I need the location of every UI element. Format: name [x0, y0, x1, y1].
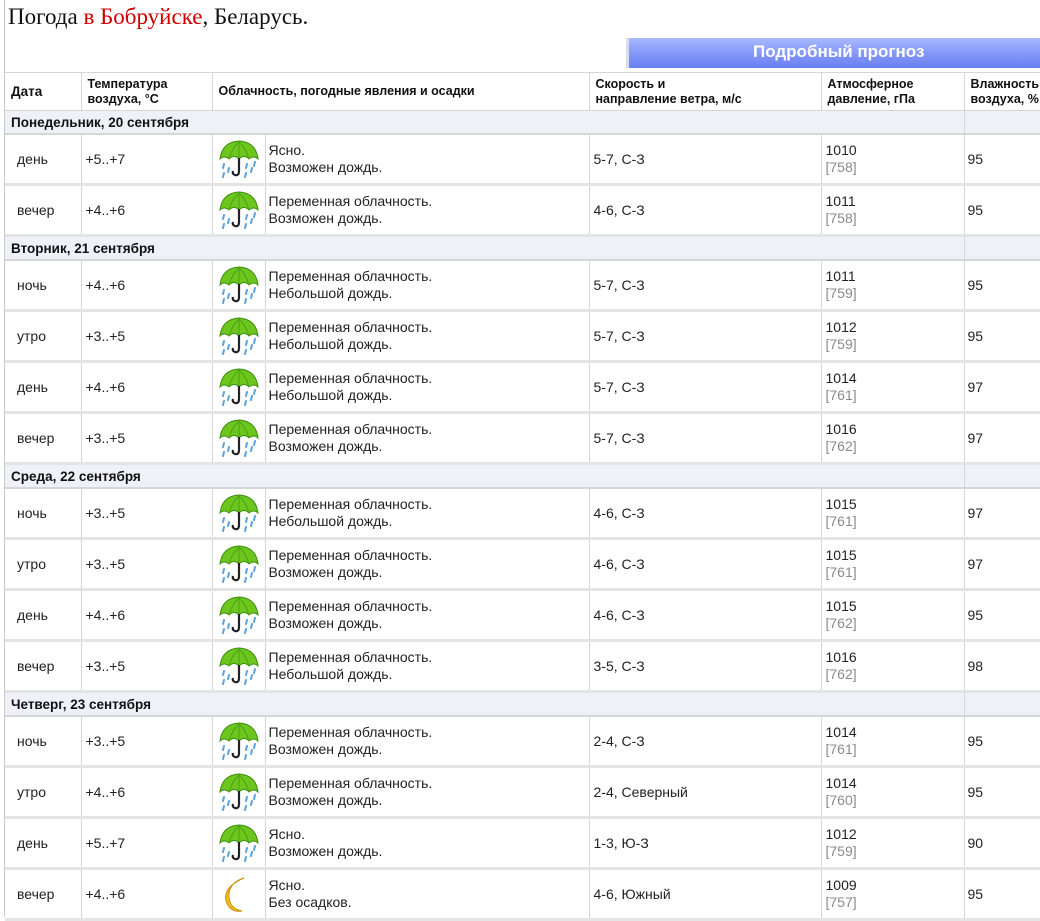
- table-row: [5, 185, 1040, 236]
- title-prefix: Погода: [8, 4, 84, 29]
- day-label: Понедельник, 20 сентября: [5, 111, 964, 135]
- pressure-hpa: 1015: [825, 598, 857, 614]
- cloudiness-text: Переменная облачность.: [268, 319, 433, 335]
- time-of-day: день: [5, 818, 81, 869]
- temperature: +4..+6: [81, 590, 212, 641]
- weather-description: [265, 311, 589, 362]
- time-of-day: утро: [5, 767, 81, 818]
- pressure: [821, 869, 964, 920]
- pressure-mmhg: [761]: [825, 741, 857, 757]
- pressure-mmhg: [761]: [825, 387, 857, 403]
- cloudiness-text: Переменная облачность.: [268, 547, 433, 563]
- pressure-hpa: 1009: [825, 877, 857, 893]
- forecast-table: [5, 72, 1040, 921]
- wind: 4-6, С-З: [589, 488, 821, 539]
- cloudiness-text: Ясно.: [268, 877, 306, 893]
- weather-description: [265, 488, 589, 539]
- precipitation-text: Возможен дождь.: [268, 564, 383, 580]
- precipitation-text: Небольшой дождь.: [268, 513, 393, 529]
- cloudiness-text: Переменная облачность.: [268, 598, 433, 614]
- time-of-day: утро: [5, 311, 81, 362]
- pressure: [821, 311, 964, 362]
- pressure: [821, 716, 964, 767]
- cloudiness-text: Ясно.: [268, 142, 306, 158]
- precipitation-text: Небольшой дождь.: [268, 285, 393, 301]
- time-of-day: ночь: [5, 260, 81, 311]
- precipitation-text: Возможен дождь.: [268, 792, 383, 808]
- day-header-row: [5, 692, 1040, 717]
- wind: 4-6, Южный: [589, 869, 821, 920]
- pressure: [821, 767, 964, 818]
- cloudiness-text: Переменная облачность.: [268, 496, 433, 512]
- umbrella-rain-icon: [218, 417, 260, 459]
- weather-icon-cell: [212, 488, 265, 539]
- pressure-mmhg: [761]: [825, 564, 857, 580]
- pressure: [821, 590, 964, 641]
- umbrella-rain-icon: [218, 189, 260, 231]
- umbrella-rain-icon: [218, 645, 260, 687]
- pressure-mmhg: [762]: [825, 666, 857, 682]
- cloudiness-text: Переменная облачность.: [268, 268, 433, 284]
- umbrella-rain-icon: [218, 720, 260, 762]
- day-label: Четверг, 23 сентября: [5, 692, 964, 717]
- table-row: [5, 716, 1040, 767]
- precipitation-text: Возможен дождь.: [268, 159, 383, 175]
- cloudiness-text: Переменная облачность.: [268, 193, 433, 209]
- table-row: [5, 818, 1040, 869]
- weather-icon-cell: [212, 716, 265, 767]
- precipitation-text: Возможен дождь.: [268, 741, 383, 757]
- weather-icon-cell: [212, 134, 265, 185]
- weather-description: [265, 869, 589, 920]
- weather-description: [265, 134, 589, 185]
- weather-icon-cell: [212, 311, 265, 362]
- wind: 2-4, С-З: [589, 716, 821, 767]
- weather-icon-cell: [212, 539, 265, 590]
- day-header-spacer: [964, 692, 1040, 717]
- weather-icon-cell: [212, 818, 265, 869]
- detailed-forecast-tab-label: Подробный прогноз: [753, 42, 925, 61]
- umbrella-rain-icon: [218, 822, 260, 864]
- day-header-spacer: [964, 111, 1040, 135]
- precipitation-text: Возможен дождь.: [268, 438, 383, 454]
- wind: 5-7, С-З: [589, 260, 821, 311]
- time-of-day: день: [5, 590, 81, 641]
- pressure-mmhg: [762]: [825, 438, 857, 454]
- time-of-day: ночь: [5, 716, 81, 767]
- temperature: +3..+5: [81, 413, 212, 464]
- table-row: [5, 134, 1040, 185]
- pressure-mmhg: [759]: [825, 843, 857, 859]
- pressure-hpa: 1012: [825, 319, 857, 335]
- table-row: [5, 311, 1040, 362]
- pressure: [821, 539, 964, 590]
- temperature: +3..+5: [81, 716, 212, 767]
- pressure: [821, 134, 964, 185]
- pressure-hpa: 1016: [825, 649, 857, 665]
- wind: 5-7, С-З: [589, 311, 821, 362]
- pressure-hpa: 1011: [825, 193, 856, 209]
- pressure: [821, 185, 964, 236]
- wind: 4-6, С-З: [589, 590, 821, 641]
- table-header: [5, 73, 1040, 111]
- pressure-hpa: 1011: [825, 268, 856, 284]
- header-temperature: [81, 73, 212, 111]
- weather-icon-cell: [212, 362, 265, 413]
- pressure-hpa: 1012: [825, 826, 857, 842]
- pressure-hpa: 1014: [825, 370, 857, 386]
- umbrella-rain-icon: [218, 771, 260, 813]
- cloudiness-text: Переменная облачность.: [268, 421, 433, 437]
- page-title: [8, 4, 308, 30]
- pressure-hpa: 1014: [825, 775, 857, 791]
- wind: 4-6, С-З: [589, 539, 821, 590]
- crescent-moon-icon: [218, 873, 260, 915]
- precipitation-text: Без осадков.: [268, 894, 352, 910]
- temperature: +5..+7: [81, 818, 212, 869]
- title-suffix: , Беларусь.: [202, 4, 309, 29]
- pressure-hpa: 1014: [825, 724, 857, 740]
- time-of-day: вечер: [5, 641, 81, 692]
- day-header-row: [5, 464, 1040, 489]
- pressure: [821, 362, 964, 413]
- weather-description: [265, 185, 589, 236]
- header-pressure-line2: давление, гПа: [827, 91, 915, 106]
- day-label: Среда, 22 сентября: [5, 464, 964, 489]
- temperature: +3..+5: [81, 641, 212, 692]
- humidity: 95: [964, 260, 1040, 311]
- umbrella-rain-icon: [218, 594, 260, 636]
- cloudiness-text: Переменная облачность.: [268, 775, 433, 791]
- pressure: [821, 818, 964, 869]
- temperature: +5..+7: [81, 134, 212, 185]
- umbrella-rain-icon: [218, 315, 260, 357]
- pressure: [821, 641, 964, 692]
- table-row: [5, 767, 1040, 818]
- time-of-day: ночь: [5, 488, 81, 539]
- precipitation-text: Возможен дождь.: [268, 843, 383, 859]
- humidity: 98: [964, 641, 1040, 692]
- time-of-day: вечер: [5, 413, 81, 464]
- header-humidity-line2: воздуха, %: [970, 91, 1039, 106]
- weather-icon-cell: [212, 185, 265, 236]
- temperature: +4..+6: [81, 362, 212, 413]
- time-of-day: вечер: [5, 869, 81, 920]
- humidity: 95: [964, 185, 1040, 236]
- forecast-table-wrap: [5, 72, 1040, 921]
- weather-description: [265, 641, 589, 692]
- table-row: [5, 413, 1040, 464]
- pressure-hpa: 1010: [825, 142, 857, 158]
- header-temperature-line2: воздуха, °С: [87, 91, 159, 106]
- pressure-hpa: 1015: [825, 496, 857, 512]
- wind: 5-7, С-З: [589, 134, 821, 185]
- weather-icon-cell: [212, 590, 265, 641]
- pressure: [821, 488, 964, 539]
- table-row: [5, 869, 1040, 920]
- humidity: 95: [964, 134, 1040, 185]
- temperature: +4..+6: [81, 767, 212, 818]
- header-cloudiness: Облачность, погодные явления и осадки: [212, 73, 589, 111]
- time-of-day: день: [5, 362, 81, 413]
- time-of-day: день: [5, 134, 81, 185]
- header-pressure-line1: Атмосферное: [827, 76, 914, 91]
- weather-icon-cell: [212, 260, 265, 311]
- wind: 3-5, С-З: [589, 641, 821, 692]
- city-link[interactable]: в Бобруйске: [83, 4, 203, 29]
- wind: 1-3, Ю-З: [589, 818, 821, 869]
- wind: 5-7, С-З: [589, 413, 821, 464]
- header-humidity-line1: Влажность: [970, 76, 1040, 91]
- temperature: +3..+5: [81, 539, 212, 590]
- precipitation-text: Небольшой дождь.: [268, 336, 393, 352]
- header-temperature-line1: Температура: [87, 76, 168, 91]
- pressure-mmhg: [759]: [825, 336, 857, 352]
- forecast-body: [5, 111, 1040, 920]
- day-header-spacer: [964, 464, 1040, 489]
- weather-description: [265, 413, 589, 464]
- pressure-mmhg: [758]: [825, 159, 857, 175]
- time-of-day: вечер: [5, 185, 81, 236]
- header-wind: [589, 73, 821, 111]
- pressure-mmhg: [758]: [825, 210, 857, 226]
- header-pressure: [821, 73, 964, 111]
- day-header-spacer: [964, 236, 1040, 261]
- humidity: 95: [964, 716, 1040, 767]
- header-wind-line1: Скорость и: [595, 76, 666, 91]
- weather-icon-cell: [212, 413, 265, 464]
- wind: 4-6, С-З: [589, 185, 821, 236]
- pressure: [821, 413, 964, 464]
- umbrella-rain-icon: [218, 492, 260, 534]
- table-row: [5, 590, 1040, 641]
- wind: 5-7, С-З: [589, 362, 821, 413]
- humidity: 97: [964, 413, 1040, 464]
- umbrella-rain-icon: [218, 366, 260, 408]
- precipitation-text: Небольшой дождь.: [268, 387, 393, 403]
- umbrella-rain-icon: [218, 138, 260, 180]
- cloudiness-text: Переменная облачность.: [268, 649, 433, 665]
- pressure-hpa: 1015: [825, 547, 857, 563]
- weather-icon-cell: [212, 641, 265, 692]
- humidity: 97: [964, 488, 1040, 539]
- pressure-mmhg: [760]: [825, 792, 857, 808]
- humidity: 95: [964, 869, 1040, 920]
- header-wind-line2: направление ветра, м/с: [595, 91, 742, 106]
- weather-description: [265, 716, 589, 767]
- temperature: +4..+6: [81, 260, 212, 311]
- umbrella-rain-icon: [218, 264, 260, 306]
- humidity: 90: [964, 818, 1040, 869]
- humidity: 95: [964, 311, 1040, 362]
- header-humidity: [964, 73, 1040, 111]
- humidity: 97: [964, 539, 1040, 590]
- pressure-mmhg: [759]: [825, 285, 857, 301]
- table-row: [5, 641, 1040, 692]
- time-of-day: утро: [5, 539, 81, 590]
- day-header-row: [5, 236, 1040, 261]
- table-row: [5, 260, 1040, 311]
- weather-description: [265, 590, 589, 641]
- header-date: Дата: [5, 73, 81, 111]
- pressure-mmhg: [761]: [825, 513, 857, 529]
- wind: 2-4, Северный: [589, 767, 821, 818]
- weather-description: [265, 767, 589, 818]
- table-row: [5, 539, 1040, 590]
- cloudiness-text: Ясно.: [268, 826, 306, 842]
- weather-description: [265, 539, 589, 590]
- precipitation-text: Возможен дождь.: [268, 615, 383, 631]
- humidity: 95: [964, 590, 1040, 641]
- table-row: [5, 488, 1040, 539]
- pressure-mmhg: [762]: [825, 615, 857, 631]
- umbrella-rain-icon: [218, 543, 260, 585]
- pressure-hpa: 1016: [825, 421, 857, 437]
- weather-icon-cell: [212, 767, 265, 818]
- temperature: +3..+5: [81, 488, 212, 539]
- humidity: 97: [964, 362, 1040, 413]
- cloudiness-text: Переменная облачность.: [268, 370, 433, 386]
- precipitation-text: Небольшой дождь.: [268, 666, 393, 682]
- day-label: Вторник, 21 сентября: [5, 236, 964, 261]
- detailed-forecast-tab[interactable]: [626, 38, 1040, 68]
- weather-description: [265, 818, 589, 869]
- pressure: [821, 260, 964, 311]
- weather-description: [265, 260, 589, 311]
- weather-icon-cell: [212, 869, 265, 920]
- cloudiness-text: Переменная облачность.: [268, 724, 433, 740]
- weather-description: [265, 362, 589, 413]
- temperature: +4..+6: [81, 185, 212, 236]
- precipitation-text: Возможен дождь.: [268, 210, 383, 226]
- temperature: +3..+5: [81, 311, 212, 362]
- day-header-row: [5, 111, 1040, 135]
- temperature: +4..+6: [81, 869, 212, 920]
- table-row: [5, 362, 1040, 413]
- pressure-mmhg: [757]: [825, 894, 857, 910]
- humidity: 95: [964, 767, 1040, 818]
